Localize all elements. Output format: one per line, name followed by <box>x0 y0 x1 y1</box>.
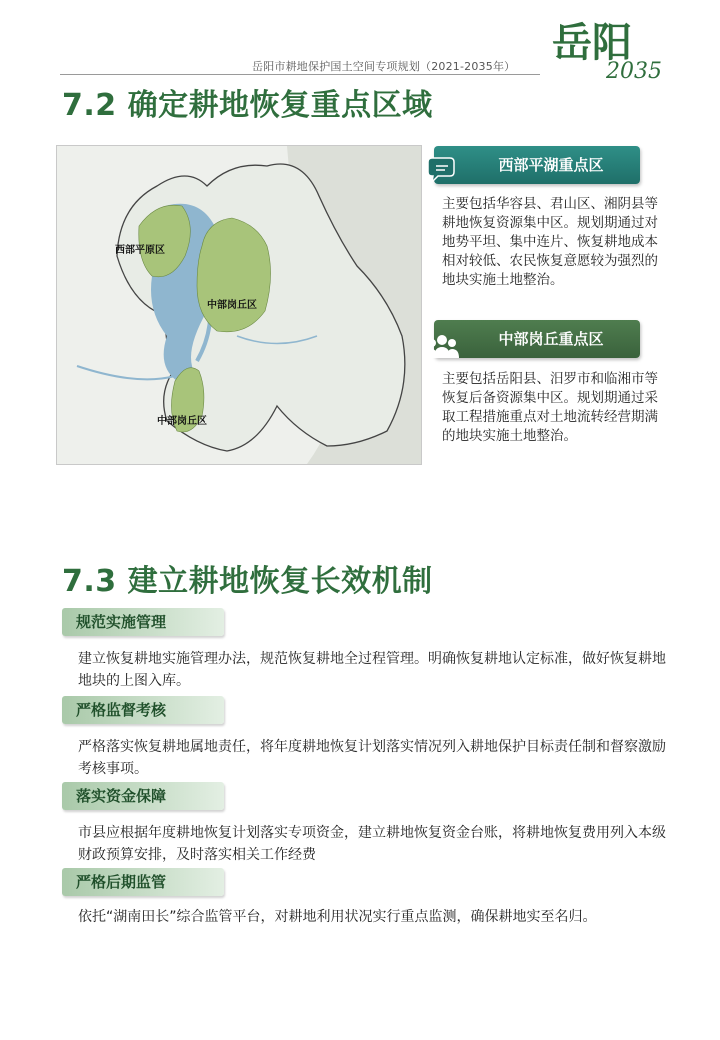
zone-tag-west-label: 西部平湖重点区 <box>498 156 604 174</box>
section-7-2-title: 7.2 确定耕地恢复重点区域 <box>62 88 433 123</box>
mechanism-text-funding: 市县应根据年度耕地恢复计划落实专项资金，建立耕地恢复资金台账，将耕地恢复费用列入本级财政预算安排，及时落实相关工作经费 <box>78 825 666 863</box>
zone-desc-west: 主要包括华容县、君山区、湘阴县等耕地恢复资源集中区。规划期通过对地势平坦、集中连片、恢复耕地成本相对较低、农民恢复意愿较为强烈的地块实施土地整治。 <box>442 196 658 288</box>
mechanism-text-supervision: 严格落实恢复耕地属地责任，将年度耕地恢复计划落实情况列入耕地保护目标责任制和督察激励考核事项。 <box>78 739 666 777</box>
chat-bubble-icon <box>424 156 460 188</box>
zone-tag-central <box>434 320 640 358</box>
mechanism-label-supervision: 严格监督考核 <box>62 696 224 724</box>
zone-desc-central: 主要包括岳阳县、汨罗市和临湘市等恢复后备资源集中区。规划期通过采取工程措施重点对土地流转经营期满的地块实施土地整治。 <box>442 371 658 444</box>
zone-tag-central-label: 中部岗丘重点区 <box>498 330 604 348</box>
logo-year: 2035 <box>606 59 662 84</box>
map-label-central-north: 中部岗丘区 <box>207 300 257 311</box>
mechanism-text-monitoring: 依托“湖南田长”综合监管平台，对耕地利用状况实行重点监测，确保耕地实至名归。 <box>78 909 597 925</box>
mechanism-label-funding: 落实资金保障 <box>62 782 224 810</box>
yueyang-2035-logo <box>548 12 678 88</box>
map-label-west: 西部平原区 <box>115 245 165 256</box>
people-group-icon <box>424 330 460 362</box>
document-title: 岳阳市耕地保护国土空间专项规划（2021-2035年） <box>252 60 516 73</box>
logo-text: 岳阳 <box>552 19 632 66</box>
zone-tag-west <box>434 146 640 184</box>
map-label-central-south: 中部岗丘区 <box>157 416 207 427</box>
section-7-3-title: 7.3 建立耕地恢复长效机制 <box>62 564 433 599</box>
mechanism-text-management: 建立恢复耕地实施管理办法，规范恢复耕地全过程管理。明确恢复耕地认定标准，做好恢复耕地地块的上图入库。 <box>78 651 666 689</box>
mechanism-label-management: 规范实施管理 <box>62 608 224 636</box>
header-divider <box>60 74 540 75</box>
mechanism-label-monitoring: 严格后期监管 <box>62 868 224 896</box>
priority-area-map <box>56 145 422 465</box>
